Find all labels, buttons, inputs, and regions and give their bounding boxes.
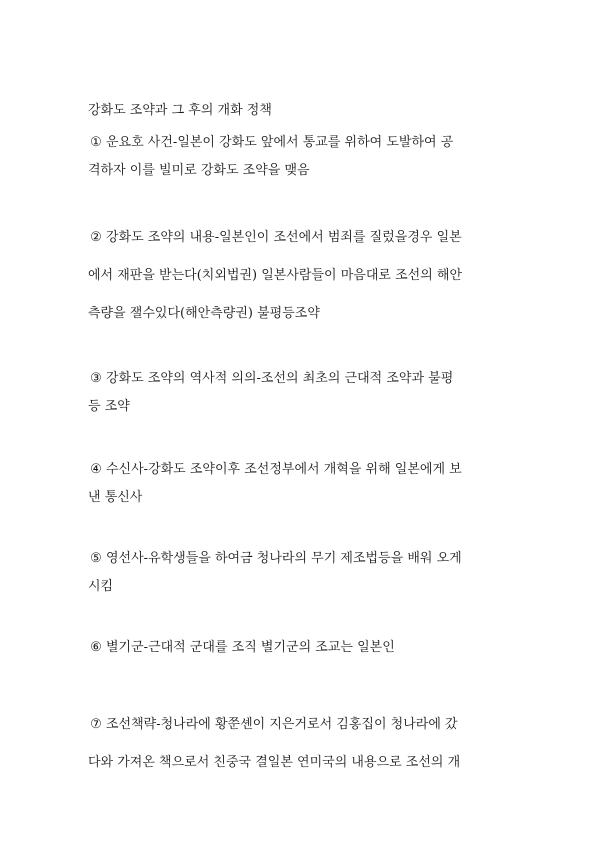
paragraph-line xyxy=(88,545,513,573)
document-title: 강화도 조약과 그 후의 개화 정책 xyxy=(88,103,272,118)
list-item xyxy=(88,456,513,512)
paragraph-line: 에서 재판을 받는다(치외법권) 일본사람들이 마음대로 조선의 해안 xyxy=(88,268,463,283)
item-number: ① xyxy=(90,135,102,150)
paragraph-line: 낸 통신사 xyxy=(88,490,143,505)
list-item xyxy=(88,219,513,333)
paragraph-line xyxy=(88,634,513,662)
list-item xyxy=(88,545,513,601)
paragraph-line: 측량을 잴수있다(해안측량권) 불평등조약 xyxy=(88,306,320,321)
paragraph-line xyxy=(88,129,513,157)
paragraph-line: 등 조약 xyxy=(88,399,130,414)
item-number: ② xyxy=(90,230,102,245)
paragraph-line xyxy=(88,219,513,257)
paragraph-text: 수신사-강화도 조약이후 조선정부에서 개혁을 위해 일본에게 보 xyxy=(106,462,462,477)
paragraph-text: 강화도 조약의 역사적 의의-조선의 최초의 근대적 조약과 불평 xyxy=(106,371,454,386)
item-number: ⑤ xyxy=(90,551,102,566)
paragraph-line xyxy=(88,365,513,393)
paragraph-text: 운요호 사건-일본이 강화도 앞에서 통교를 위하여 도발하여 공 xyxy=(106,135,454,150)
paragraph-line: 다와 가져온 책으로서 친중국 결일본 연미국의 내용으로 조선의 개 xyxy=(88,755,461,770)
list-item xyxy=(88,129,513,185)
paragraph-line xyxy=(88,706,513,744)
paragraph-text: 별기군-근대적 군대를 조직 별기군의 조교는 일본인 xyxy=(106,640,395,655)
paragraph-text: 조선책략-청나라에 황쭌셴이 지은거로서 김홍집이 청나라에 갔 xyxy=(106,717,458,732)
item-number: ⑥ xyxy=(90,640,102,655)
paragraph-text: 영선사-유학생들을 하여금 청나라의 무기 제조법등을 배워 오게 xyxy=(106,551,462,566)
paragraph-text: 강화도 조약의 내용-일본인이 조선에서 범죄를 질렀을경우 일본 xyxy=(106,230,462,245)
item-number: ⑦ xyxy=(90,717,102,732)
item-number: ④ xyxy=(90,462,102,477)
list-item xyxy=(88,706,513,782)
list-item xyxy=(88,634,513,662)
list-item xyxy=(88,365,513,421)
paragraph-line: 시킴 xyxy=(88,579,114,594)
item-number: ③ xyxy=(90,371,102,386)
paragraph-line: 격하자 이를 빌미로 강화도 조약을 맺음 xyxy=(88,163,310,178)
paragraph-line xyxy=(88,456,513,484)
